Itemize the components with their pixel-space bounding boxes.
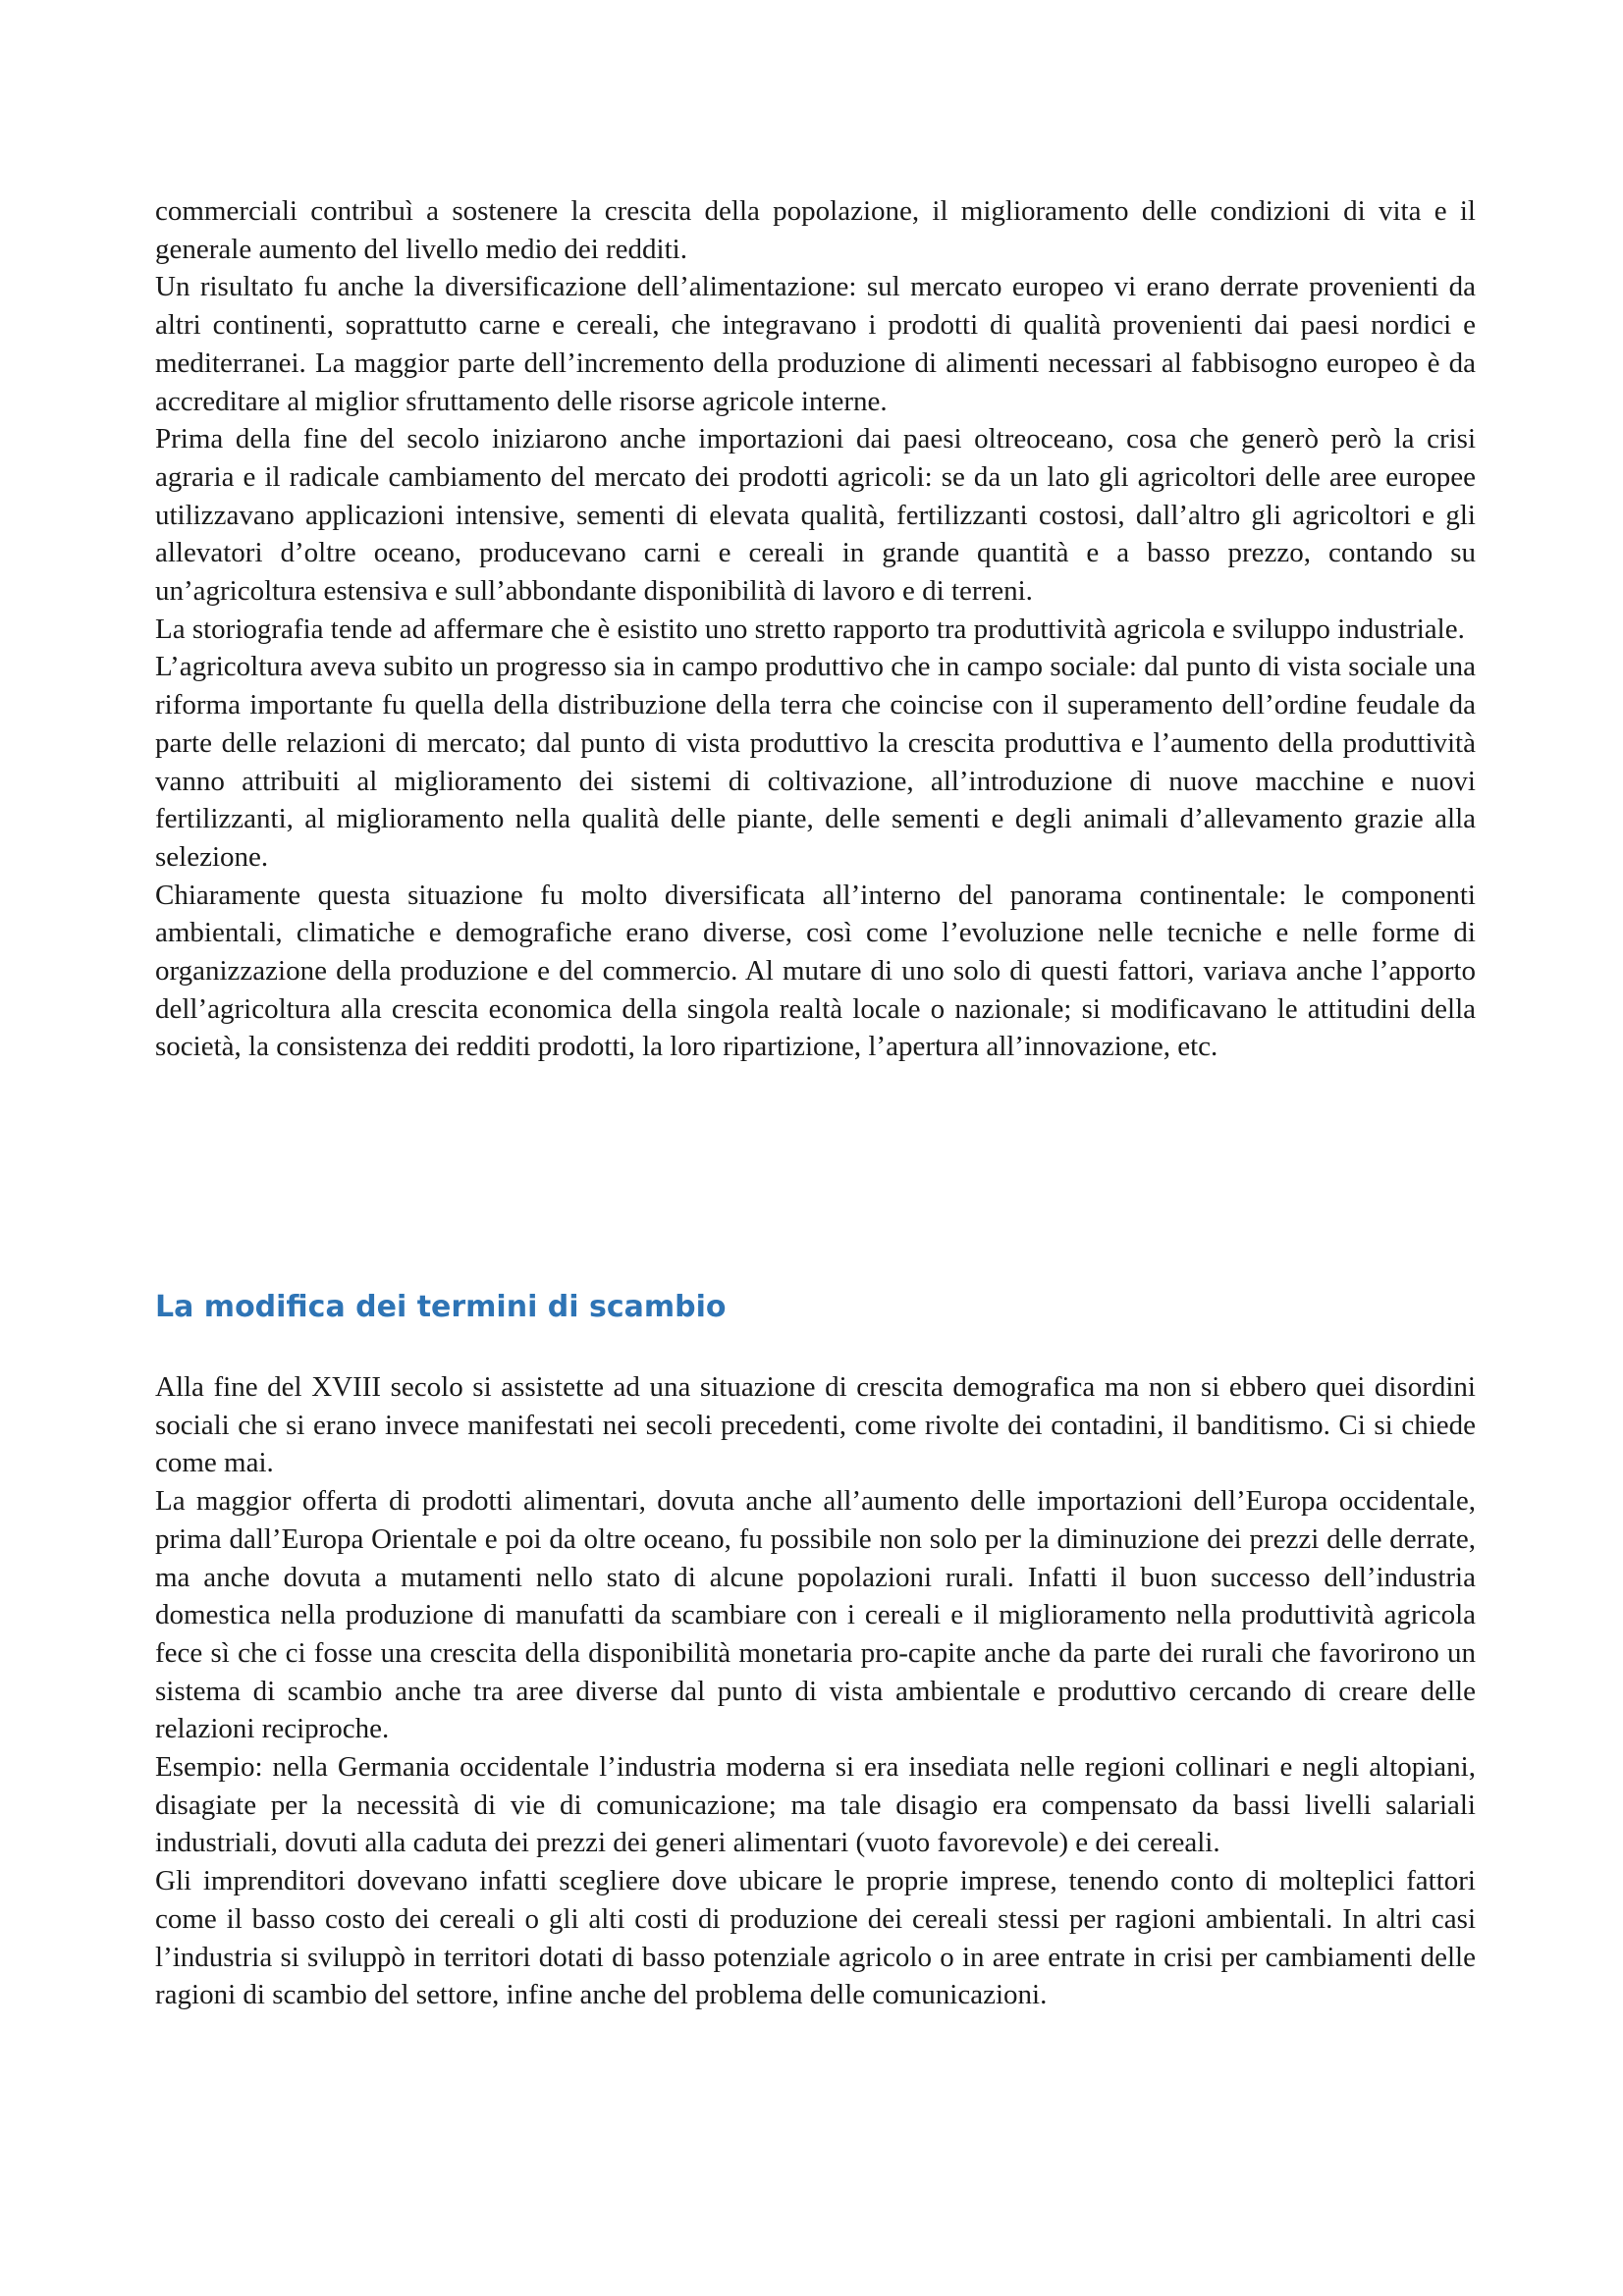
paragraph-10: Gli imprenditori dovevano infatti scegliere dove ubicare le proprie imprese, tenendo conto di molteplici fattori come il basso costo dei cereali o gli alti costi di produzione dei cereali stessi per ragioni ambientali. In altri casi l’industria si sviluppò in territori dotati di basso potenziale agricolo o in aree entrate in crisi per cambiamenti delle ragioni di scambio del settore, infine anche del problema delle comunicazioni. [155, 1865, 1476, 2011]
paragraph-1: commerciali contribuì a sostenere la crescita della popolazione, il miglioramento delle condizioni di vita e il generale aumento del livello medio dei redditi. [155, 195, 1476, 265]
section-body-1 [155, 192, 1476, 1066]
paragraph-5: L’agricoltura aveva subito un progresso sia in campo produttivo che in campo sociale: dal punto di vista sociale una riforma importante fu quella della distribuzione della terra che coincise con il superamento dell’ordine feudale da parte delle relazioni di mercato; dal punto di vista produttivo la crescita produttiva e l’aumento della produttività vanno attribuiti al miglioramento dei sistemi di coltivazione, all’introduzione di nuove macchine e nuovi fertilizzanti, al miglioramento nella qualità delle piante, delle sementi e degli animali d’allevamento grazie alla selezione. [155, 651, 1476, 873]
paragraph-4: La storiografia tende ad affermare che è esistito uno stretto rapporto tra produttività agricola e sviluppo industriale. [155, 613, 1465, 645]
paragraph-7: Alla fine del XVIII secolo si assistette ad una situazione di crescita demografica ma non si ebbero quei disordini sociali che si erano invece manifestati nei secoli precedenti, come rivolte dei contadini, il banditismo. Ci si chiede come mai. [155, 1371, 1476, 1479]
paragraph-6: Chiaramente questa situazione fu molto diversificata all’interno del panorama continentale: le componenti ambientali, climatiche e demografiche erano diverse, così come l’evoluzione nelle tecniche e nelle forme di organizzazione della produzione e del commercio. Al mutare di uno solo di questi fattori, variava anche l’apporto dell’agricoltura alla crescita economica della singola realtà locale o nazionale; si modificavano le attitudini della società, la consistenza dei redditi prodotti, la loro ripartizione, l’apertura all’innovazione, etc. [155, 879, 1476, 1063]
paragraph-9: Esempio: nella Germania occidentale l’industria moderna si era insediata nelle regioni collinari e negli altopiani, disagiate per la necessità di vie di comunicazione; ma tale disagio era compensato da bassi livelli salariali industriali, dovuti alla caduta dei prezzi dei generi alimentari (vuoto favorevole) e dei cereali. [155, 1751, 1476, 1859]
paragraph-2: Un risultato fu anche la diversificazione dell’alimentazione: sul mercato europeo vi erano derrate provenienti da altri continenti, soprattutto carne e cereali, che integravano i prodotti di qualità provenienti dai paesi nordici e mediterranei. La maggior parte dell’incremento della produzione di alimenti necessari al fabbisogno europeo è da accreditare al miglior sfruttamento delle risorse agricole interne. [155, 271, 1476, 417]
section-heading: La modifica dei termini di scambio [155, 1290, 727, 1324]
section-body-2 [155, 1368, 1476, 2014]
paragraph-3: Prima della fine del secolo iniziarono anche importazioni dai paesi oltreoceano, cosa che generò però la crisi agraria e il radicale cambiamento del mercato dei prodotti agricoli: se da un lato gli agricoltori delle aree europee utilizzavano applicazioni intensive, sementi di elevata qualità, fertilizzanti costosi, dall’altro gli agricoltori e gli allevatori d’oltre oceano, producevano carni e cereali in grande quantità e a basso prezzo, contando su un’agricoltura estensiva e sull’abbondante disponibilità di lavoro e di terreni. [155, 423, 1476, 608]
paragraph-8: La maggior offerta di prodotti alimentari, dovuta anche all’aumento delle importazioni dell’Europa occidentale, prima dall’Europa Orientale e poi da oltre oceano, fu possibile non solo per la diminuzione dei prezzi delle derrate, ma anche dovuta a mutamenti nello stato di alcune popolazioni rurali. Infatti il buon successo dell’industria domestica nella produzione di manufatti da scambiare con i cereali e il miglioramento nella produttività agricola fece sì che ci fosse una crescita della disponibilità monetaria pro-capite anche da parte dei rurali che favorirono un sistema di scambio anche tra aree diverse dal punto di vista ambientale e produttivo cercando di creare delle relazioni reciproche. [155, 1485, 1476, 1745]
